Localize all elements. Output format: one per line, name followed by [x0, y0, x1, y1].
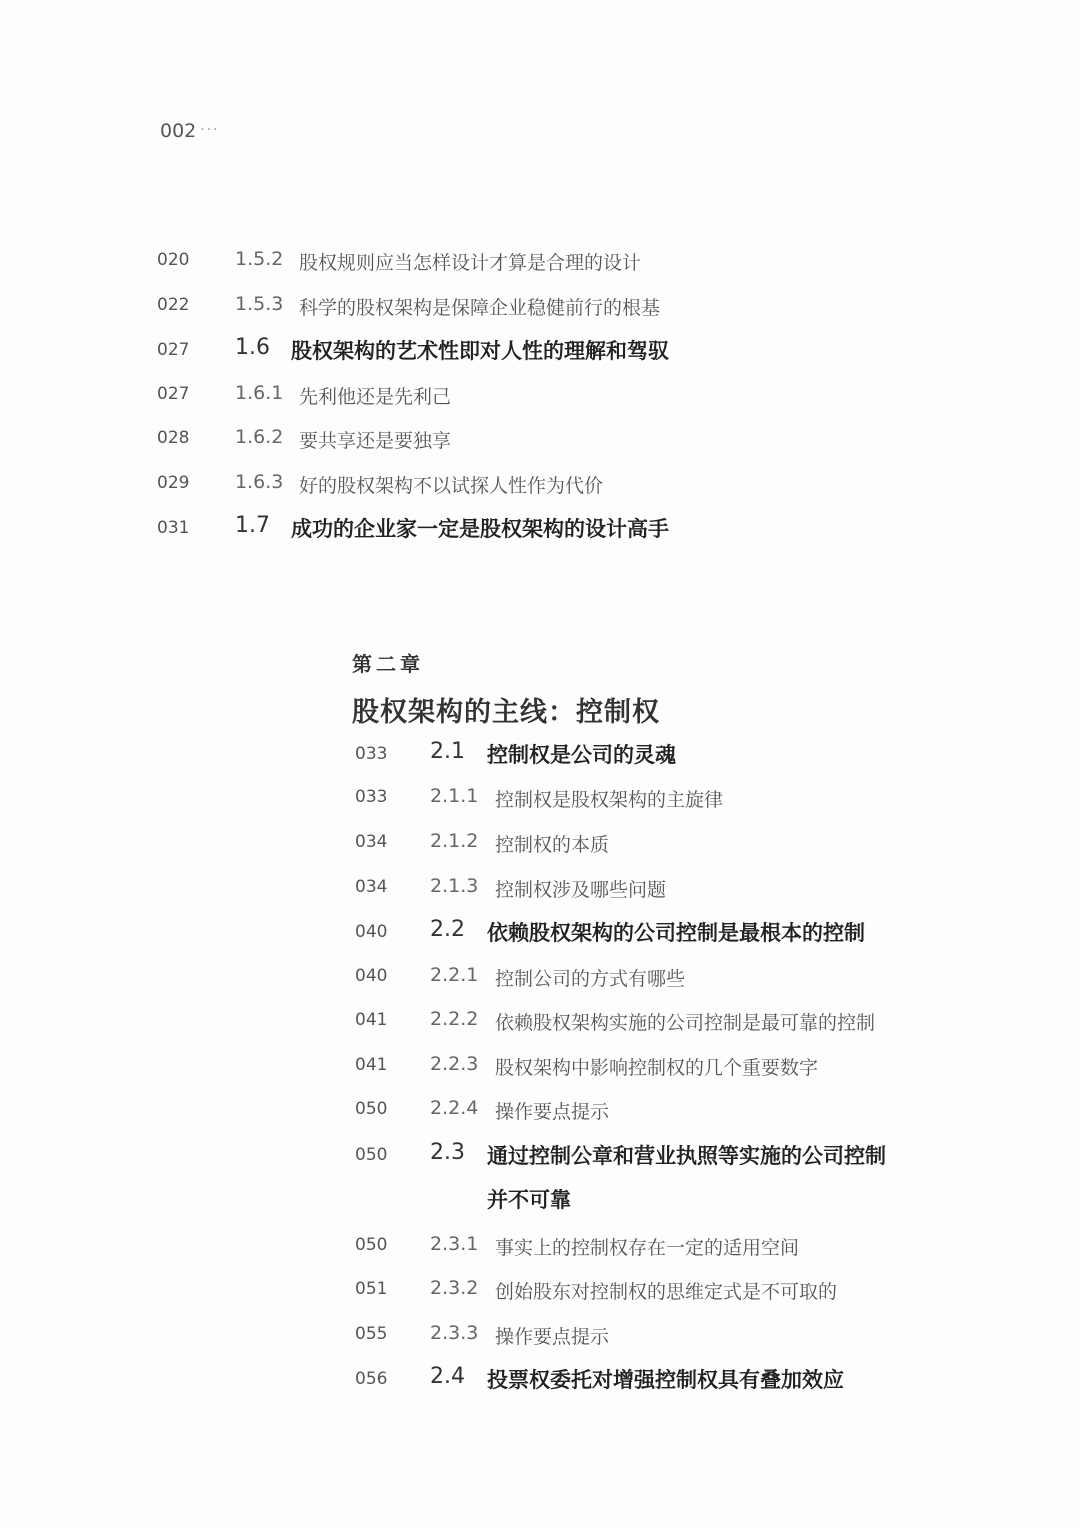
toc-page-number: 027: [157, 384, 190, 404]
toc-section-title: 控制权是公司的灵魂: [487, 743, 676, 767]
toc-section-number: 2.2.3: [430, 1053, 479, 1075]
page-number-dots: ···: [200, 122, 220, 138]
toc-section-title: 股权架构中影响控制权的几个重要数字: [495, 1057, 819, 1079]
toc-section-title-continued: 并不可靠: [487, 1188, 571, 1212]
toc-section-title: 控制权是股权架构的主旋律: [495, 789, 724, 811]
toc-page-number: 020: [157, 250, 190, 270]
page-number: [160, 120, 220, 142]
toc-section-number: 2.3.3: [430, 1322, 479, 1344]
toc-section-title: 先利他还是先利己: [299, 386, 452, 408]
toc-section-title: 科学的股权架构是保障企业稳健前行的根基: [299, 297, 661, 319]
toc-section-title: 股权规则应当怎样设计才算是合理的设计: [299, 252, 642, 274]
toc-page-number: 051: [355, 1279, 388, 1299]
toc-section-number: 1.5.2: [235, 248, 284, 270]
toc-page-number: 041: [355, 1055, 388, 1075]
toc-section-number: 2.1.2: [430, 830, 479, 852]
toc-section-title: 操作要点提示: [495, 1101, 610, 1123]
toc-page-number: 034: [355, 877, 388, 897]
toc-page-number: 028: [157, 428, 190, 448]
toc-page-number: 022: [157, 295, 190, 315]
toc-section-title: 通过控制公章和营业执照等实施的公司控制: [487, 1144, 886, 1168]
toc-section-title: 控制公司的方式有哪些: [495, 968, 686, 990]
toc-section-title: 投票权委托对增强控制权具有叠加效应: [487, 1368, 844, 1392]
toc-section-number: 1.5.3: [235, 293, 284, 315]
toc-section-title: 成功的企业家一定是股权架构的设计高手: [291, 517, 669, 541]
toc-page-number: 050: [355, 1145, 388, 1165]
toc-page-number: 050: [355, 1099, 388, 1119]
toc-page-number: 029: [157, 473, 190, 493]
page-number-value: 002: [160, 120, 197, 142]
toc-section-title: 股权架构的艺术性即对人性的理解和驾驭: [291, 339, 669, 363]
toc-page-number: 033: [355, 744, 388, 764]
toc-section-number: 2.1: [430, 739, 465, 764]
toc-section-number: 1.7: [235, 513, 270, 538]
toc-section-number: 1.6: [235, 335, 270, 360]
toc-section-number: 2.3: [430, 1140, 465, 1165]
toc-page-number: 041: [355, 1010, 388, 1030]
toc-section-title: 要共享还是要独享: [299, 430, 452, 452]
toc-section-number: 1.6.1: [235, 382, 284, 404]
toc-section-title: 控制权的本质: [495, 834, 610, 856]
toc-page-number: 055: [355, 1324, 388, 1344]
toc-section-number: 2.2.1: [430, 964, 479, 986]
toc-section-title: 依赖股权架构实施的公司控制是最可靠的控制: [495, 1012, 876, 1034]
toc-page-number: 034: [355, 832, 388, 852]
toc-page-number: 040: [355, 922, 388, 942]
chapter-label: 第二章: [352, 652, 424, 676]
toc-section-title: 创始股东对控制权的思维定式是不可取的: [495, 1281, 838, 1303]
toc-page-number: 033: [355, 787, 388, 807]
toc-section-number: 2.3.1: [430, 1233, 479, 1255]
chapter-title: 股权架构的主线：控制权: [352, 697, 660, 728]
toc-section-title: 事实上的控制权存在一定的适用空间: [495, 1237, 800, 1259]
toc-section-title: 好的股权架构不以试探人性作为代价: [299, 475, 604, 497]
toc-section-number: 2.4: [430, 1364, 465, 1389]
toc-section-title: 控制权涉及哪些问题: [495, 879, 667, 901]
toc-page-number: 056: [355, 1369, 388, 1389]
toc-section-number: 2.3.2: [430, 1277, 479, 1299]
toc-page-number: 031: [157, 518, 190, 538]
toc-page-number: 040: [355, 966, 388, 986]
toc-section-number: 2.1.1: [430, 785, 479, 807]
toc-section-number: 2.2: [430, 917, 465, 942]
toc-section-number: 1.6.3: [235, 471, 284, 493]
toc-page-number: 027: [157, 340, 190, 360]
toc-section-number: 1.6.2: [235, 426, 284, 448]
toc-section-number: 2.2.2: [430, 1008, 479, 1030]
toc-section-number: 2.1.3: [430, 875, 479, 897]
toc-section-title: 操作要点提示: [495, 1326, 610, 1348]
toc-section-number: 2.2.4: [430, 1097, 479, 1119]
toc-page-number: 050: [355, 1235, 388, 1255]
toc-section-title: 依赖股权架构的公司控制是最根本的控制: [487, 921, 865, 945]
